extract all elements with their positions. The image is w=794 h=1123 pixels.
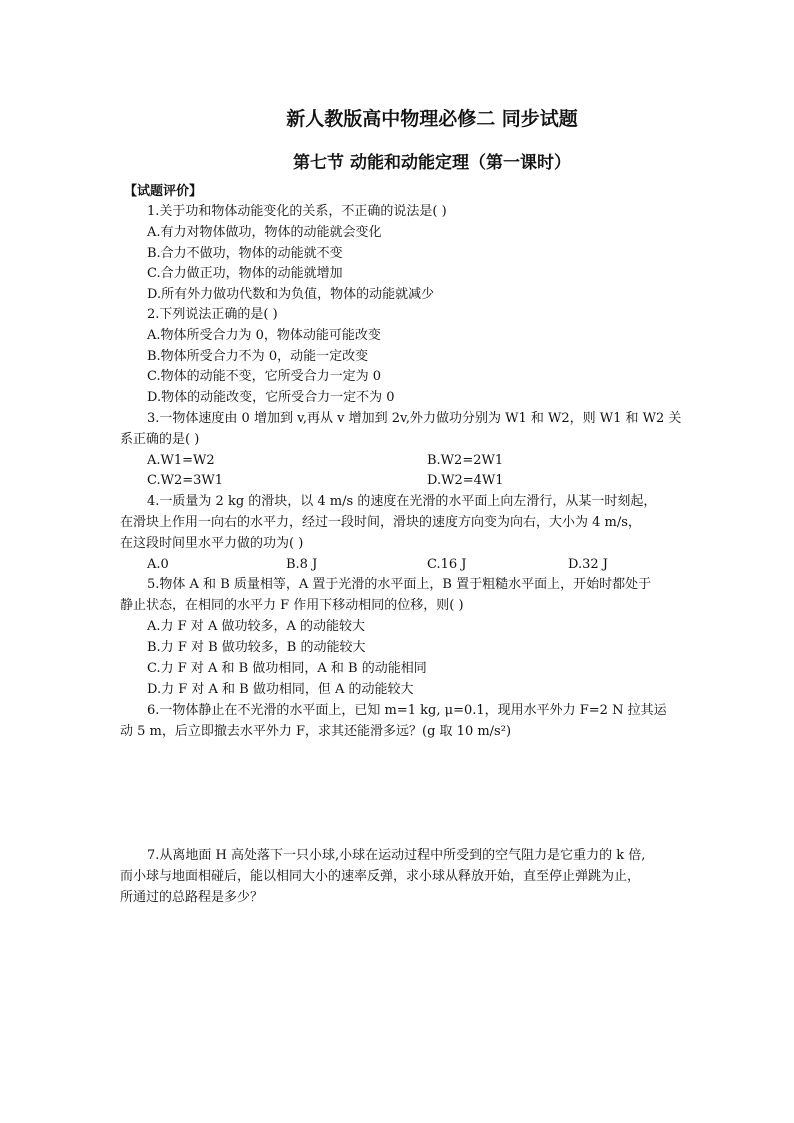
q4-stem-line1: 4.一质量为 2 kg 的滑块，以 4 m/s 的速度在光滑的水平面上向左滑行，从某一时刻起， [147, 494, 657, 509]
q3-option-b: B.W2=2W1 [427, 453, 504, 468]
q5-option-a: A.力 F 对 A 做功较多，A 的动能较大 [147, 619, 365, 634]
q2-option-b: B.物体所受合力不为 0，动能一定改变 [147, 349, 369, 364]
q3-stem-line2: 系正确的是( ) [120, 432, 200, 447]
q3-stem-line1: 3.一物体速度由 0 增加到 v,再从 v 增加到 2v,外力做功分别为 W1 和 W2，则 W1 和 W2 关 [147, 411, 682, 426]
q2-stem: 2.下列说法正确的是( ) [147, 307, 278, 322]
q4-option-c: C.16 J [427, 557, 467, 572]
q6-stem-line2: 动 5 m，后立即撤去水平外力 F，求其还能滑多远？(g 取 10 m/s²) [120, 724, 512, 739]
q5-option-c: C.力 F 对 A 和 B 做功相同，A 和 B 的动能相同 [147, 661, 427, 676]
q7-stem-line1: 7.从离地面 H 高处落下一只小球,小球在运动过程中所受到的空气阻力是它重力的 k 倍, [147, 848, 646, 863]
q5-stem-line2: 静止状态，在相同的水平力 F 作用下移动相同的位移，则( ) [120, 598, 464, 613]
q4-option-a: A.0 [147, 557, 169, 572]
q2-option-a: A.物体所受合力为 0，物体动能可能改变 [147, 328, 381, 343]
q5-option-b: B.力 F 对 B 做功较多，B 的动能较大 [147, 640, 366, 655]
document-subtitle: 第七节 动能和动能定理（第一课时） [293, 153, 571, 173]
q3-option-c: C.W2=3W1 [147, 473, 224, 488]
q2-option-c: C.物体的动能不变，它所受合力一定为 0 [147, 369, 382, 384]
q5-stem-line1: 5.物体 A 和 B 质量相等，A 置于光滑的水平面上，B 置于粗糙水平面上，开始时都处于 [147, 577, 652, 592]
q1-option-b: B.合力不做功，物体的动能就不变 [147, 246, 343, 261]
q4-option-b: B.8 J [286, 557, 318, 572]
document-title: 新人教版高中物理必修二 同步试题 [286, 108, 578, 130]
q4-option-d: D.32 J [568, 557, 608, 572]
q2-option-d: D.物体的动能改变，它所受合力一定不为 0 [147, 390, 395, 405]
q5-option-d: D.力 F 对 A 和 B 做功相同，但 A 的动能较大 [147, 682, 414, 697]
q6-stem-line1: 6.一物体静止在不光滑的水平面上，已知 m=1 kg, μ=0.1，现用水平外力 F=2 N 拉其运 [147, 703, 667, 718]
q7-stem-line2: 而小球与地面相碰后，能以相同大小的速率反弹，求小球从释放开始，直至停止弹跳为止， [120, 869, 641, 884]
q7-stem-line3: 所通过的总路程是多少？ [120, 890, 264, 905]
q3-option-a: A.W1=W2 [147, 453, 215, 468]
q1-stem: 1.关于功和物体动能变化的关系，不正确的说法是( ) [147, 204, 447, 219]
q3-option-d: D.W2=4W1 [427, 473, 504, 488]
q4-stem-line3: 在这段时间里水平力做的功为( ) [120, 536, 304, 551]
section-heading: 【试题评价】 [124, 184, 203, 199]
q4-stem-line2: 在滑块上作用一向右的水平力，经过一段时间，滑块的速度方向变为向右，大小为 4 m/s， [120, 515, 641, 530]
q1-option-a: A.有力对物体做功，物体的动能就会变化 [147, 225, 382, 240]
q1-option-d: D.所有外力做功代数和为负值，物体的动能就减少 [147, 287, 435, 302]
q1-option-c: C.合力做正功，物体的动能就增加 [147, 266, 343, 281]
